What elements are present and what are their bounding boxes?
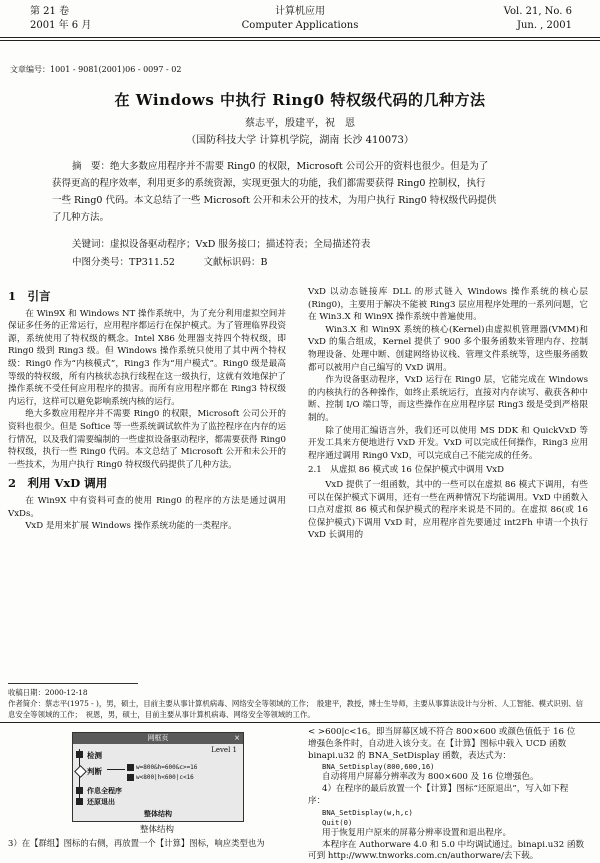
figure-inner-caption: 整体结构 <box>144 809 172 818</box>
abstract-line: 获得更高的程序效率，利用更多的系统资源，实现更强大的功能，我们都需要获得 Ring0 控制权，执行 <box>52 178 486 189</box>
footnotes <box>8 687 588 720</box>
node-icon <box>76 751 83 758</box>
author-bio: 作者简介：蔡志平(1975 - )，男，硕士，目前主要从事计算机病毒、网络安全等领域的工作； 殷建平，教授，博士生导师，主要从事算法设计与分析、人工智能、模式识别、信息安全等领域的工作； 祝恩，男，硕士，目前主要从事计算机病毒、网络安全等领域的工作。 <box>8 699 583 719</box>
text-line: 用于恢复用户原来的屏幕分辨率设置和退出程序。 <box>322 827 512 838</box>
figure-window-title: 网框页 <box>147 734 169 742</box>
page-rule <box>0 722 600 723</box>
figure-caption: 整体结构 <box>139 825 174 835</box>
branch-line <box>107 769 125 770</box>
figure-titlebar <box>73 733 243 744</box>
paragraph: VxD 是用来扩展 Windows 操作系统功能的一类程序。 <box>25 521 237 532</box>
journal-name-cn: 计算机应用 <box>275 6 325 17</box>
close-icon: × <box>234 734 240 742</box>
code-line: BNA_SetDisplay(800,600,16) <box>322 762 435 772</box>
paragraph: Win3.X 和 Win9X 系统的核心(Kernel)由虚拟机管理器(VMM)和 VxD 的集合组成，Kernel 提供了 900 多个服务函数来管理内存、控制物理设备、处理中断、创建网络协议栈、管理文件系统等，这些服务函数都可以被用户自己编写的 VxD 调用。 <box>308 324 588 373</box>
flow-node: 作息全程序 <box>87 786 122 795</box>
text-line: binapi.u32 的 BNA_SetDisplay 函数，表达式为： <box>308 750 511 761</box>
abstract <box>52 160 562 225</box>
text-line: 本程序在 Authorware 4.0 和 5.0 中均调试通过。binapi.u32 函数 <box>322 839 585 850</box>
journal-name-en: Computer Applications <box>241 20 359 31</box>
paragraph: 在 Win9X 和 Windows NT 操作系统中，为了充分利用虚拟空间并保证多任务的正常运行，应用程序都运行在保护模式。为了管理临界段资源，系统使用了特权级的概念。Intel X86 处理器支持四个特权级，即 Ring0 级到 Ring3 级。但 Windows 操作系统只使用了其中两个特权级：Ring0 作为“内核模式”，Ring3 作为“用户模式”。Ring0 级是最高等级的特权级，所有内核状态执行线程在这一级执行，这就有效地保护了操作系统不受任何应用程序的损害。而所有应用程序都在 Ring3 特权级内运行，这样可以避免影响系统内核的运行。 <box>8 308 286 407</box>
paragraph: 除了使用汇编语言外，我们还可以使用 MS DDK 和 QuickVxD 等开发工具来方便地进行 VxD 开发。VxD 可以完成任何操作，Ring3 应用程序通过调用 Ring0 VxD，可以完成自己不能完成的任务。 <box>308 425 588 461</box>
text-line: 增强色条件时，自动进入该分支。在【计算】图标中载入 UCD 函数 <box>308 738 567 749</box>
journal-vol-en: Vol. 21, No. 6 <box>503 6 572 17</box>
paper-authors: 蔡志平，殷建平，祝 恩 <box>245 118 355 129</box>
received-date: 收稿日期：2000-12-18 <box>8 688 88 697</box>
classification: 中图分类号：TP311.52 文献标识码：B <box>72 257 268 268</box>
abstract-line: 一些 Ring0 代码。本文总结了一些 Microsoft 公开和未公开的技术，为用户执行 Ring0 特权级代码提供 <box>52 195 497 206</box>
journal-date: 2001 年 6 月 <box>30 20 92 31</box>
figure-level: Level 1 <box>211 746 237 754</box>
branch-condition: w<800|h<600|c<16 <box>136 774 194 781</box>
code-line: BNA_SetDisplay(w,h,c) <box>322 807 413 817</box>
abstract-line: 摘 要：绝大多数应用程序并不需要 Ring0 的权限，Microsoft 公司公开的资料也很少。但是为了 <box>72 161 489 172</box>
paragraph: VxD 以动态链接库 DLL 的形式链入 Windows 操作系统的核心层(Ring0)，主要用于解决不能被 Ring3 层应用程序处理的一系列问题，它在 Win3.X 和 Win9X 操作系统中普遍使用。 <box>308 287 588 323</box>
header-rule-2 <box>0 40 600 41</box>
decision-icon <box>74 765 87 778</box>
flow-node: 还原退出 <box>87 797 115 806</box>
paragraph: 在 Win9X 中有资料可查的使用 Ring0 的程序的方法是通过调用 VxDs。 <box>8 495 286 519</box>
right-bottom-text <box>308 727 594 863</box>
code-line: Quit(0) <box>322 817 353 827</box>
article-number: 文章编号：1001 - 9081(2001)06 - 0097 - 02 <box>10 65 182 74</box>
text-line: 4）在程序的最后放置一个【计算】图标“还原退出”，写入如下程 <box>322 784 569 795</box>
text-line: 可到 http://www.tnworks.com.cn/authorware/去下载。 <box>308 851 539 862</box>
branch-condition: w=800&h=600&c>=16 <box>136 764 198 771</box>
flow-node: 检测 <box>87 751 102 760</box>
right-column <box>308 286 588 542</box>
paragraph: 绝大多数应用程序并不需要 Ring0 的权限，Microsoft 公司公开的资料也很少。但是 Softice 等一些系统调试软件为了监控程序在内存的运行情况，以及我们需要编制的一些虚拟设备驱动程序，都需要获得 Ring0 特权级，执行一些 Ring0 代码。本文总结了 Microsoft 公开和未公开的一些技术，为用户执行 Ring0 特权级代码提供了几种方法。 <box>8 409 286 470</box>
journal-volume: 第 21 卷 <box>30 6 70 17</box>
footnote-rule <box>8 683 138 684</box>
flow-node: 判断 <box>87 767 102 776</box>
paragraph: VxD 提供了一组函数，其中的一些可以在虚拟 86 模式下调用，有些可以在保护模式下调用，还有一些在两种情况下均能调用。VxD 中函数入口点对虚拟 86 模式和保护模式的程序来说是不同的。在虚拟 86(或 16 位保护模式)下调用 VxD 时，应用程序首先要通过 int2Fh 申请一个执行 VxD 长调用的 <box>308 479 588 541</box>
header-rule <box>0 37 600 38</box>
paragraph: 作为设备驱动程序，VxD 运行在 Ring0 层，它能完成在 Windows 的内核执行的各种操作，如终止系统运行，直接对内存读写、截获各种中断、控制 I/O 端口等，而这些操作在应用程序层 Ring3 级是受到严格限制的。 <box>308 375 588 423</box>
node-icon <box>76 798 83 805</box>
keywords: 关键词：虚拟设备驱动程序；VxD 服务接口；描述符表；全局描述符表 <box>72 239 371 250</box>
figure-window <box>72 732 244 822</box>
paper-title: 在 Windows 中执行 Ring0 特权级代码的几种方法 <box>114 91 486 109</box>
branch-icon <box>127 764 134 771</box>
node-icon <box>76 787 83 794</box>
left-column <box>8 284 286 533</box>
subsection-heading: 2.1 从虚拟 86 模式或 16 位保护模式中调用 VxD <box>308 465 505 476</box>
section-heading: 2 利用 VxD 调用 <box>8 476 108 491</box>
figure-below-text: 3）在【群组】图标的右侧，再放置一个【计算】图标，响应类型也为 <box>8 838 265 848</box>
section-heading: 1 引言 <box>8 289 51 303</box>
journal-date-en: Jun. , 2001 <box>516 20 572 31</box>
abstract-line: 了几种方法。 <box>52 212 110 223</box>
text-line: 序： <box>308 795 326 806</box>
text-line: 自动将用户屏幕分辨率改为 800×600 及 16 位增强色。 <box>322 772 539 783</box>
paper-affiliation: （国防科技大学 计算机学院，湖南 长沙 410073） <box>186 135 414 146</box>
branch-icon <box>127 774 134 781</box>
text-line: < >600|c<16。即当屏幕区域不符合 800×600 或颜色值低于 16 位 <box>308 727 576 737</box>
